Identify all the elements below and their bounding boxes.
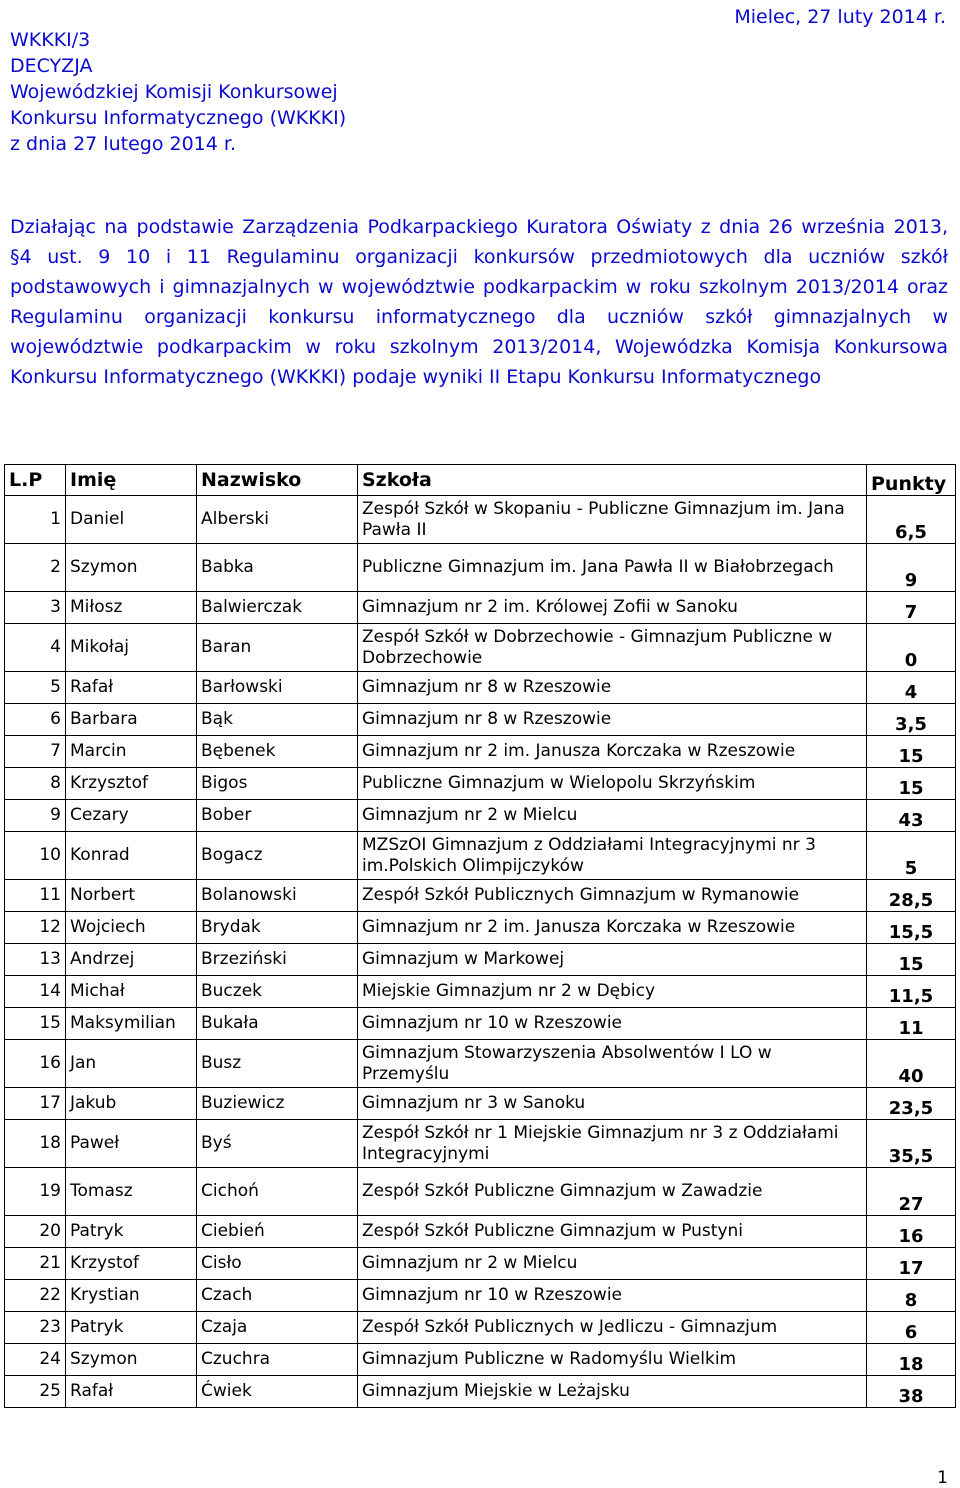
cell-first-name: Rafał xyxy=(66,1376,197,1408)
results-body xyxy=(5,496,956,1408)
cell-first-name: Michał xyxy=(66,976,197,1008)
table-row xyxy=(5,1280,956,1312)
cell-lp: 10 xyxy=(5,832,66,880)
cell-lp: 16 xyxy=(5,1040,66,1088)
table-row xyxy=(5,1120,956,1168)
cell-points: 4 xyxy=(867,672,956,704)
cell-school: Gimnazjum nr 2 w Mielcu xyxy=(358,1248,867,1280)
cell-lp: 4 xyxy=(5,624,66,672)
cell-lp: 14 xyxy=(5,976,66,1008)
cell-points: 5 xyxy=(867,832,956,880)
table-row xyxy=(5,1088,956,1120)
cell-first-name: Cezary xyxy=(66,800,197,832)
cell-lp: 19 xyxy=(5,1168,66,1216)
cell-first-name: Jan xyxy=(66,1040,197,1088)
cell-points: 15 xyxy=(867,736,956,768)
cell-school: Gimnazjum nr 2 im. Janusza Korczaka w Rzeszowie xyxy=(358,736,867,768)
cell-school: Gimnazjum nr 10 w Rzeszowie xyxy=(358,1008,867,1040)
header-line: DECYZJA xyxy=(10,55,93,77)
cell-points: 17 xyxy=(867,1248,956,1280)
cell-lp: 11 xyxy=(5,880,66,912)
cell-lp: 17 xyxy=(5,1088,66,1120)
header-line: WKKKI/3 xyxy=(10,29,91,51)
cell-last-name: Bąk xyxy=(197,704,358,736)
cell-points: 28,5 xyxy=(867,880,956,912)
cell-lp: 22 xyxy=(5,1280,66,1312)
cell-first-name: Patryk xyxy=(66,1312,197,1344)
cell-points: 6 xyxy=(867,1312,956,1344)
cell-school: Zespół Szkół nr 1 Miejskie Gimnazjum nr 3 z Oddziałami Integracyjnymi xyxy=(358,1120,867,1168)
cell-school: Zespół Szkół Publicznych Gimnazjum w Rymanowie xyxy=(358,880,867,912)
table-row xyxy=(5,496,956,544)
cell-points: 16 xyxy=(867,1216,956,1248)
table-row xyxy=(5,1376,956,1408)
table-row xyxy=(5,1168,956,1216)
cell-lp: 13 xyxy=(5,944,66,976)
header-line: Wojewódzkiej Komisji Konkursowej xyxy=(10,81,338,103)
col-header-last-name: Nazwisko xyxy=(197,465,358,496)
cell-lp: 3 xyxy=(5,592,66,624)
place-date: Mielec, 27 luty 2014 r. xyxy=(734,6,946,28)
cell-first-name: Mikołaj xyxy=(66,624,197,672)
cell-school: Gimnazjum nr 8 w Rzeszowie xyxy=(358,672,867,704)
table-header-row xyxy=(5,465,956,496)
cell-last-name: Bogacz xyxy=(197,832,358,880)
cell-first-name: Krzystof xyxy=(66,1248,197,1280)
cell-last-name: Buziewicz xyxy=(197,1088,358,1120)
cell-school: Gimnazjum nr 3 w Sanoku xyxy=(358,1088,867,1120)
cell-points: 0 xyxy=(867,624,956,672)
table-row xyxy=(5,768,956,800)
cell-lp: 5 xyxy=(5,672,66,704)
cell-first-name: Jakub xyxy=(66,1088,197,1120)
cell-last-name: Czuchra xyxy=(197,1344,358,1376)
cell-last-name: Cisło xyxy=(197,1248,358,1280)
cell-first-name: Rafał xyxy=(66,672,197,704)
cell-school: Gimnazjum Miejskie w Leżajsku xyxy=(358,1376,867,1408)
cell-school: Gimnazjum w Markowej xyxy=(358,944,867,976)
cell-school: Gimnazjum Publiczne w Radomyślu Wielkim xyxy=(358,1344,867,1376)
table-row xyxy=(5,832,956,880)
cell-points: 3,5 xyxy=(867,704,956,736)
cell-points: 11 xyxy=(867,1008,956,1040)
cell-school: Zespół Szkół Publiczne Gimnazjum w Zawadzie xyxy=(358,1168,867,1216)
table-row xyxy=(5,800,956,832)
cell-first-name: Konrad xyxy=(66,832,197,880)
cell-lp: 9 xyxy=(5,800,66,832)
cell-first-name: Szymon xyxy=(66,544,197,592)
cell-last-name: Babka xyxy=(197,544,358,592)
cell-last-name: Barłowski xyxy=(197,672,358,704)
cell-first-name: Wojciech xyxy=(66,912,197,944)
cell-last-name: Bębenek xyxy=(197,736,358,768)
cell-points: 40 xyxy=(867,1040,956,1088)
table-row xyxy=(5,592,956,624)
cell-school: Zespół Szkół w Dobrzechowie - Gimnazjum Publiczne w Dobrzechowie xyxy=(358,624,867,672)
cell-points: 11,5 xyxy=(867,976,956,1008)
cell-school: Gimnazjum nr 2 im. Janusza Korczaka w Rzeszowie xyxy=(358,912,867,944)
cell-school: Gimnazjum nr 10 w Rzeszowie xyxy=(358,1280,867,1312)
cell-last-name: Alberski xyxy=(197,496,358,544)
cell-last-name: Bolanowski xyxy=(197,880,358,912)
col-header-points: Punkty xyxy=(867,465,956,496)
cell-points: 15 xyxy=(867,768,956,800)
table-row xyxy=(5,736,956,768)
table-row xyxy=(5,880,956,912)
cell-lp: 23 xyxy=(5,1312,66,1344)
cell-points: 18 xyxy=(867,1344,956,1376)
cell-school: Miejskie Gimnazjum nr 2 w Dębicy xyxy=(358,976,867,1008)
cell-lp: 1 xyxy=(5,496,66,544)
cell-points: 8 xyxy=(867,1280,956,1312)
cell-points: 27 xyxy=(867,1168,956,1216)
cell-first-name: Maksymilian xyxy=(66,1008,197,1040)
cell-school: Zespół Szkół Publicznych w Jedliczu - Gimnazjum xyxy=(358,1312,867,1344)
cell-last-name: Czach xyxy=(197,1280,358,1312)
cell-points: 15 xyxy=(867,944,956,976)
cell-points: 23,5 xyxy=(867,1088,956,1120)
cell-lp: 21 xyxy=(5,1248,66,1280)
cell-lp: 2 xyxy=(5,544,66,592)
table-row xyxy=(5,1248,956,1280)
cell-school: Gimnazjum nr 8 w Rzeszowie xyxy=(358,704,867,736)
header-line: Konkursu Informatycznego (WKKKI) xyxy=(10,107,347,129)
cell-first-name: Barbara xyxy=(66,704,197,736)
cell-school: Gimnazjum nr 2 im. Królowej Zofii w Sanoku xyxy=(358,592,867,624)
table-row xyxy=(5,1312,956,1344)
cell-school: Publiczne Gimnazjum im. Jana Pawła II w Białobrzegach xyxy=(358,544,867,592)
table-row xyxy=(5,1008,956,1040)
cell-first-name: Krzysztof xyxy=(66,768,197,800)
cell-first-name: Tomasz xyxy=(66,1168,197,1216)
cell-last-name: Bukała xyxy=(197,1008,358,1040)
cell-first-name: Daniel xyxy=(66,496,197,544)
table-row xyxy=(5,976,956,1008)
cell-last-name: Brydak xyxy=(197,912,358,944)
cell-last-name: Ciebień xyxy=(197,1216,358,1248)
cell-last-name: Buczek xyxy=(197,976,358,1008)
document-header xyxy=(10,27,346,157)
cell-first-name: Krystian xyxy=(66,1280,197,1312)
cell-last-name: Byś xyxy=(197,1120,358,1168)
cell-points: 9 xyxy=(867,544,956,592)
cell-lp: 7 xyxy=(5,736,66,768)
cell-last-name: Baran xyxy=(197,624,358,672)
cell-first-name: Marcin xyxy=(66,736,197,768)
cell-last-name: Bober xyxy=(197,800,358,832)
cell-points: 43 xyxy=(867,800,956,832)
col-header-school: Szkoła xyxy=(358,465,867,496)
cell-first-name: Patryk xyxy=(66,1216,197,1248)
cell-first-name: Miłosz xyxy=(66,592,197,624)
cell-first-name: Szymon xyxy=(66,1344,197,1376)
cell-lp: 6 xyxy=(5,704,66,736)
cell-lp: 18 xyxy=(5,1120,66,1168)
cell-school: MZSzOI Gimnazjum z Oddziałami Integracyjnymi nr 3 im.Polskich Olimpijczyków xyxy=(358,832,867,880)
cell-school: Zespół Szkół w Skopaniu - Publiczne Gimnazjum im. Jana Pawła II xyxy=(358,496,867,544)
cell-school: Zespół Szkół Publiczne Gimnazjum w Pustyni xyxy=(358,1216,867,1248)
cell-school: Gimnazjum Stowarzyszenia Absolwentów I LO w Przemyślu xyxy=(358,1040,867,1088)
cell-points: 15,5 xyxy=(867,912,956,944)
cell-last-name: Cichoń xyxy=(197,1168,358,1216)
table-row xyxy=(5,672,956,704)
cell-lp: 25 xyxy=(5,1376,66,1408)
cell-school: Publiczne Gimnazjum w Wielopolu Skrzyńskim xyxy=(358,768,867,800)
cell-points: 7 xyxy=(867,592,956,624)
table-row xyxy=(5,1040,956,1088)
page-number: 1 xyxy=(937,1468,948,1488)
cell-first-name: Andrzej xyxy=(66,944,197,976)
cell-points: 6,5 xyxy=(867,496,956,544)
table-row xyxy=(5,544,956,592)
header-line: z dnia 27 lutego 2014 r. xyxy=(10,133,236,155)
cell-lp: 12 xyxy=(5,912,66,944)
cell-first-name: Paweł xyxy=(66,1120,197,1168)
cell-last-name: Czaja xyxy=(197,1312,358,1344)
cell-points: 35,5 xyxy=(867,1120,956,1168)
cell-lp: 15 xyxy=(5,1008,66,1040)
intro-paragraph: Działając na podstawie Zarządzenia Podkarpackiego Kuratora Oświaty z dnia 26 września 2013, §4 ust. 9 10 i 11 Regulaminu organizacji konkursów przedmiotowych dla uczniów szkół podstawowych i gimnazjalnych w województwie podkarpackim w roku szkolnym 2013/2014 oraz Regulaminu organizacji konkursu informatycznego dla uczniów szkół gimnazjalnych w województwie podkarpackim w roku szkolnym 2013/2014, Wojewódzka Komisja Konkursowa Konkursu Informatycznego (WKKKI) podaje wyniki II Etapu Konkursu Informatycznego xyxy=(10,216,948,388)
cell-lp: 24 xyxy=(5,1344,66,1376)
results-table xyxy=(4,464,956,1408)
cell-last-name: Brzeziński xyxy=(197,944,358,976)
table-row xyxy=(5,704,956,736)
cell-lp: 8 xyxy=(5,768,66,800)
table-row xyxy=(5,1216,956,1248)
col-header-lp: L.P xyxy=(5,465,66,496)
cell-points: 38 xyxy=(867,1376,956,1408)
cell-first-name: Norbert xyxy=(66,880,197,912)
col-header-first-name: Imię xyxy=(66,465,197,496)
cell-lp: 20 xyxy=(5,1216,66,1248)
table-row xyxy=(5,1344,956,1376)
cell-last-name: Busz xyxy=(197,1040,358,1088)
cell-last-name: Bigos xyxy=(197,768,358,800)
cell-last-name: Balwierczak xyxy=(197,592,358,624)
table-row xyxy=(5,624,956,672)
cell-last-name: Ćwiek xyxy=(197,1376,358,1408)
cell-school: Gimnazjum nr 2 w Mielcu xyxy=(358,800,867,832)
table-row xyxy=(5,944,956,976)
table-row xyxy=(5,912,956,944)
